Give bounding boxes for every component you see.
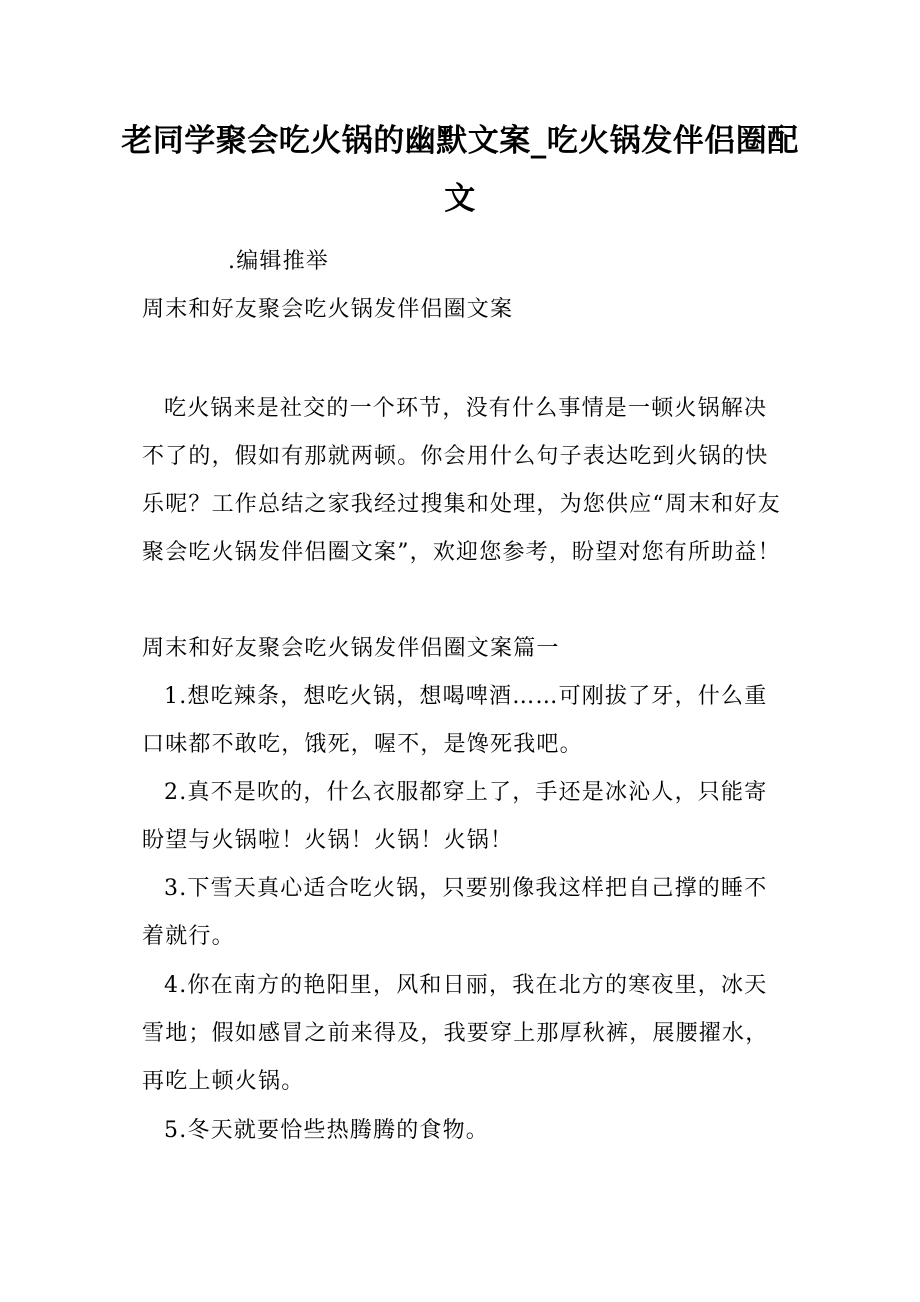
list-item: 2.真不是吹的，什么衣服都穿上了，手还是冰沁人，只能寄盼望与火锅啦！火锅！火锅！火锅！ xyxy=(142,780,768,853)
editor-note: .编辑推举 xyxy=(228,249,329,274)
section-heading: 周末和好友聚会吃火锅发伴侣圈文案篇一 xyxy=(142,636,560,661)
list-item: 3.下雪天真心适合吃火锅，只要别像我这样把自己撑的睡不着就行。 xyxy=(142,876,768,949)
intro-paragraph: 吃火锅来是社交的一个环节，没有什么事情是一顿火锅解决不了的，假如有那就两顿。你会用什么句子表达吃到火锅的快乐呢？工作总结之家我经过搜集和处理，为您供应“周末和好友聚会吃火锅发伴侣圈文案”，欢迎您参考，盼望对您有所助益！ xyxy=(142,396,781,565)
list-item: 5.冬天就要恰些热腾腾的食物。 xyxy=(164,1118,489,1143)
document-subtitle: 周末和好友聚会吃火锅发伴侣圈文案 xyxy=(142,297,514,322)
list-item: 4.你在南方的艳阳里，风和日丽，我在北方的寒夜里，冰天雪地；假如感冒之前来得及，我要穿上那厚秋裤，展腰擢水，再吃上顿火锅。 xyxy=(142,973,769,1094)
list-item: 1.想吃辣条，想吃火锅，想喝啤酒……可刚拔了牙，什么重口味都不敢吃，饿死，喔不，是馋死我吧。 xyxy=(142,684,768,757)
document-title: 老同学聚会吃火锅的幽默文案_吃火锅发伴侣圈配文 xyxy=(121,123,799,217)
